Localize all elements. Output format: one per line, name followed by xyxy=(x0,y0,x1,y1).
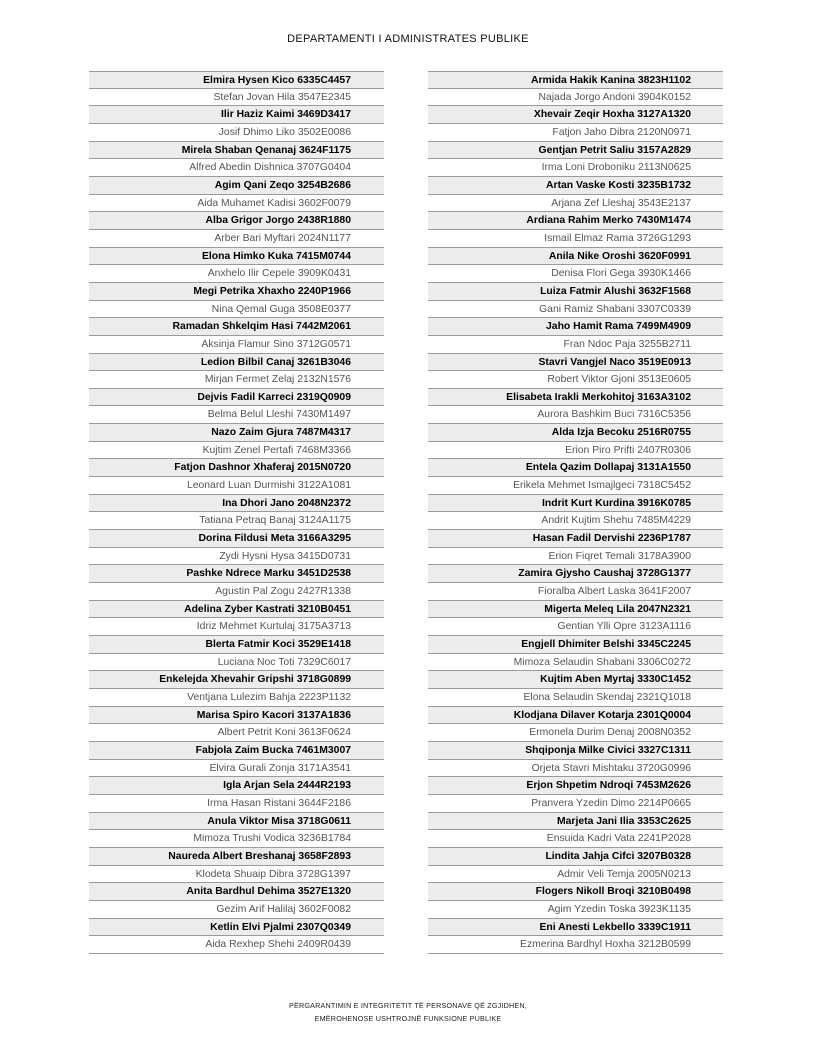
list-item: Xhevair Zeqir Hoxha 3127A1320 xyxy=(428,106,723,124)
list-item: Alda Izja Becoku 2516R0755 xyxy=(428,424,723,442)
list-item: Irma Loni Droboniku 2113N0625 xyxy=(428,159,723,177)
list-item: Ilir Haziz Kaimi 3469D3417 xyxy=(89,106,384,124)
list-item: Elona Himko Kuka 7415M0744 xyxy=(89,248,384,266)
list-item: Kujtim Aben Myrtaj 3330C1452 xyxy=(428,671,723,689)
list-item: Dejvis Fadil Karreci 2319Q0909 xyxy=(89,389,384,407)
list-item: Nina Qemal Guga 3508E0377 xyxy=(89,301,384,319)
list-item: Zydi Hysni Hysa 3415D0731 xyxy=(89,548,384,566)
list-item: Robert Viktor Gjoni 3513E0605 xyxy=(428,371,723,389)
list-item: Alfred Abedin Dishnica 3707G0404 xyxy=(89,159,384,177)
list-item: Arber Bari Myftari 2024N1177 xyxy=(89,230,384,248)
list-item: Aurora Bashkim Buci 7316C5356 xyxy=(428,406,723,424)
list-item: Arjana Zef Lleshaj 3543E2137 xyxy=(428,195,723,213)
list-item: Pranvera Yzedin Dimo 2214P0665 xyxy=(428,795,723,813)
list-item: Agustin Pal Zogu 2427R1338 xyxy=(89,583,384,601)
list-item: Gentian Ylli Opre 3123A1116 xyxy=(428,618,723,636)
list-item: Ardiana Rahim Merko 7430M1474 xyxy=(428,212,723,230)
list-item: Elisabeta Irakli Merkohitoj 3163A3102 xyxy=(428,389,723,407)
list-item: Fatjon Dashnor Xhaferaj 2015N0720 xyxy=(89,459,384,477)
list-item: Irma Hasan Ristani 3644F2186 xyxy=(89,795,384,813)
list-item: Armida Hakik Kanina 3823H1102 xyxy=(428,71,723,89)
list-item: Ledion Bilbil Canaj 3261B3046 xyxy=(89,354,384,372)
list-item: Gentjan Petrit Saliu 3157A2829 xyxy=(428,142,723,160)
list-item: Tatiana Petraq Banaj 3124A1175 xyxy=(89,512,384,530)
list-item: Mirela Shaban Qenanaj 3624F1175 xyxy=(89,142,384,160)
list-item: Mirjan Fermet Zelaj 2132N1576 xyxy=(89,371,384,389)
list-item: Fabjola Zaim Bucka 7461M3007 xyxy=(89,742,384,760)
list-item: Indrit Kurt Kurdina 3916K0785 xyxy=(428,495,723,513)
list-item: Stefan Jovan Hila 3547E2345 xyxy=(89,89,384,107)
list-item: Erikela Mehmet Ismajlgeci 7318C5452 xyxy=(428,477,723,495)
list-item: Ina Dhori Jano 2048N2372 xyxy=(89,495,384,513)
list-item: Klodeta Shuaip Dibra 3728G1397 xyxy=(89,866,384,884)
list-item: Migerta Meleq Lila 2047N2321 xyxy=(428,601,723,619)
list-item: Ventjana Lulezim Bahja 2223P1132 xyxy=(89,689,384,707)
list-item: Gani Ramiz Shabani 3307C0339 xyxy=(428,301,723,319)
footer-line-2: EMËROHENOSE USHTROJNË FUNKSIONE PUBLIKE xyxy=(314,1014,502,1023)
list-item: Anxhelo Ilir Cepele 3909K0431 xyxy=(89,265,384,283)
list-item: Agim Yzedin Toska 3923K1135 xyxy=(428,901,723,919)
list-item: Gezim Arif Halilaj 3602F0082 xyxy=(89,901,384,919)
list-item: Leonard Luan Durmishi 3122A1081 xyxy=(89,477,384,495)
list-item: Ismail Elmaz Rama 3726G1293 xyxy=(428,230,723,248)
list-item: Shqiponja Milke Civici 3327C1311 xyxy=(428,742,723,760)
footer-line-1: PËRGARANTIMIN E INTEGRITETIT TË PERSONAVE QË ZGJIDHEN, xyxy=(288,1001,528,1010)
list-item: Ramadan Shkelqim Hasi 7442M2061 xyxy=(89,318,384,336)
list-item: Pashke Ndrece Marku 3451D2538 xyxy=(89,565,384,583)
list-item: Admir Veli Temja 2005N0213 xyxy=(428,866,723,884)
list-item: Aida Rexhep Shehi 2409R0439 xyxy=(89,936,384,954)
left-name-list xyxy=(89,71,384,954)
list-item: Entela Qazim Dollapaj 3131A1550 xyxy=(428,459,723,477)
list-item: Orjeta Stavri Mishtaku 3720G0996 xyxy=(428,760,723,778)
list-item: Fatjon Jaho Dibra 2120N0971 xyxy=(428,124,723,142)
list-item: Erion Piro Prifti 2407R0306 xyxy=(428,442,723,460)
list-item: Ezmerina Bardhyl Hoxha 3212B0599 xyxy=(428,936,723,954)
list-item: Agim Qani Zeqo 3254B2686 xyxy=(89,177,384,195)
list-item: Marisa Spiro Kacori 3137A1836 xyxy=(89,707,384,725)
list-item: Mimoza Trushi Vodica 3236B1784 xyxy=(89,830,384,848)
list-item: Aida Muhamet Kadisi 3602F0079 xyxy=(89,195,384,213)
list-item: Stavri Vangjel Naco 3519E0913 xyxy=(428,354,723,372)
list-item: Igla Arjan Sela 2444R2193 xyxy=(89,777,384,795)
list-item: Artan Vaske Kosti 3235B1732 xyxy=(428,177,723,195)
list-item: Fioralba Albert Laska 3641F2007 xyxy=(428,583,723,601)
list-item: Anita Bardhul Dehima 3527E1320 xyxy=(89,883,384,901)
list-item: Marjeta Jani Ilia 3353C2625 xyxy=(428,813,723,831)
list-item: Hasan Fadil Dervishi 2236P1787 xyxy=(428,530,723,548)
list-item: Luciana Noc Toti 7329C6017 xyxy=(89,654,384,672)
list-item: Najada Jorgo Andoni 3904K0152 xyxy=(428,89,723,107)
list-item: Flogers Nikoll Broqi 3210B0498 xyxy=(428,883,723,901)
list-item: Elvira Gurali Zonja 3171A3541 xyxy=(89,760,384,778)
list-item: Elmira Hysen Kico 6335C4457 xyxy=(89,71,384,89)
list-item: Zamira Gjysho Caushaj 3728G1377 xyxy=(428,565,723,583)
list-item: Erion Fiqret Temali 3178A3900 xyxy=(428,548,723,566)
list-item: Ensuida Kadri Vata 2241P2028 xyxy=(428,830,723,848)
list-item: Lindita Jahja Cifci 3207B0328 xyxy=(428,848,723,866)
list-item: Andrit Kujtim Shehu 7485M4229 xyxy=(428,512,723,530)
list-item: Mimoza Selaudin Shabani 3306C0272 xyxy=(428,654,723,672)
list-item: Belma Belul Lleshi 7430M1497 xyxy=(89,406,384,424)
list-item: Klodjana Dilaver Kotarja 2301Q0004 xyxy=(428,707,723,725)
list-item: Albert Petrit Koni 3613F0624 xyxy=(89,724,384,742)
list-item: Kujtim Zenel Pertafi 7468M3366 xyxy=(89,442,384,460)
list-item: Naureda Albert Breshanaj 3658F2893 xyxy=(89,848,384,866)
page-title: DEPARTAMENTI I ADMINISTRATES PUBLIKE xyxy=(287,33,529,45)
list-item: Blerta Fatmir Koci 3529E1418 xyxy=(89,636,384,654)
right-name-list xyxy=(428,71,723,954)
list-item: Megi Petrika Xhaxho 2240P1966 xyxy=(89,283,384,301)
list-item: Enkelejda Xhevahir Gripshi 3718G0899 xyxy=(89,671,384,689)
list-item: Alba Grigor Jorgo 2438R1880 xyxy=(89,212,384,230)
list-item: Luiza Fatmir Alushi 3632F1568 xyxy=(428,283,723,301)
list-item: Dorina Fildusi Meta 3166A3295 xyxy=(89,530,384,548)
list-item: Anila Nike Oroshi 3620F0991 xyxy=(428,248,723,266)
list-item: Erjon Shpetim Ndroqi 7453M2626 xyxy=(428,777,723,795)
list-item: Josif Dhimo Liko 3502E0086 xyxy=(89,124,384,142)
list-item: Denisa Flori Gega 3930K1466 xyxy=(428,265,723,283)
list-item: Fran Ndoc Paja 3255B2711 xyxy=(428,336,723,354)
list-item: Anula Viktor Misa 3718G0611 xyxy=(89,813,384,831)
list-item: Ermonela Durim Denaj 2008N0352 xyxy=(428,724,723,742)
list-item: Idriz Mehmet Kurtulaj 3175A3713 xyxy=(89,618,384,636)
list-item: Nazo Zaim Gjura 7487M4317 xyxy=(89,424,384,442)
list-item: Adelina Zyber Kastrati 3210B0451 xyxy=(89,601,384,619)
page-footer xyxy=(0,999,816,1025)
list-item: Jaho Hamit Rama 7499M4909 xyxy=(428,318,723,336)
list-item: Engjell Dhimiter Belshi 3345C2245 xyxy=(428,636,723,654)
list-item: Ketlin Elvi Pjalmi 2307Q0349 xyxy=(89,919,384,937)
list-item: Eni Anesti Lekbello 3339C1911 xyxy=(428,919,723,937)
list-item: Elona Selaudin Skendaj 2321Q1018 xyxy=(428,689,723,707)
list-item: Aksinja Flamur Sino 3712G0571 xyxy=(89,336,384,354)
